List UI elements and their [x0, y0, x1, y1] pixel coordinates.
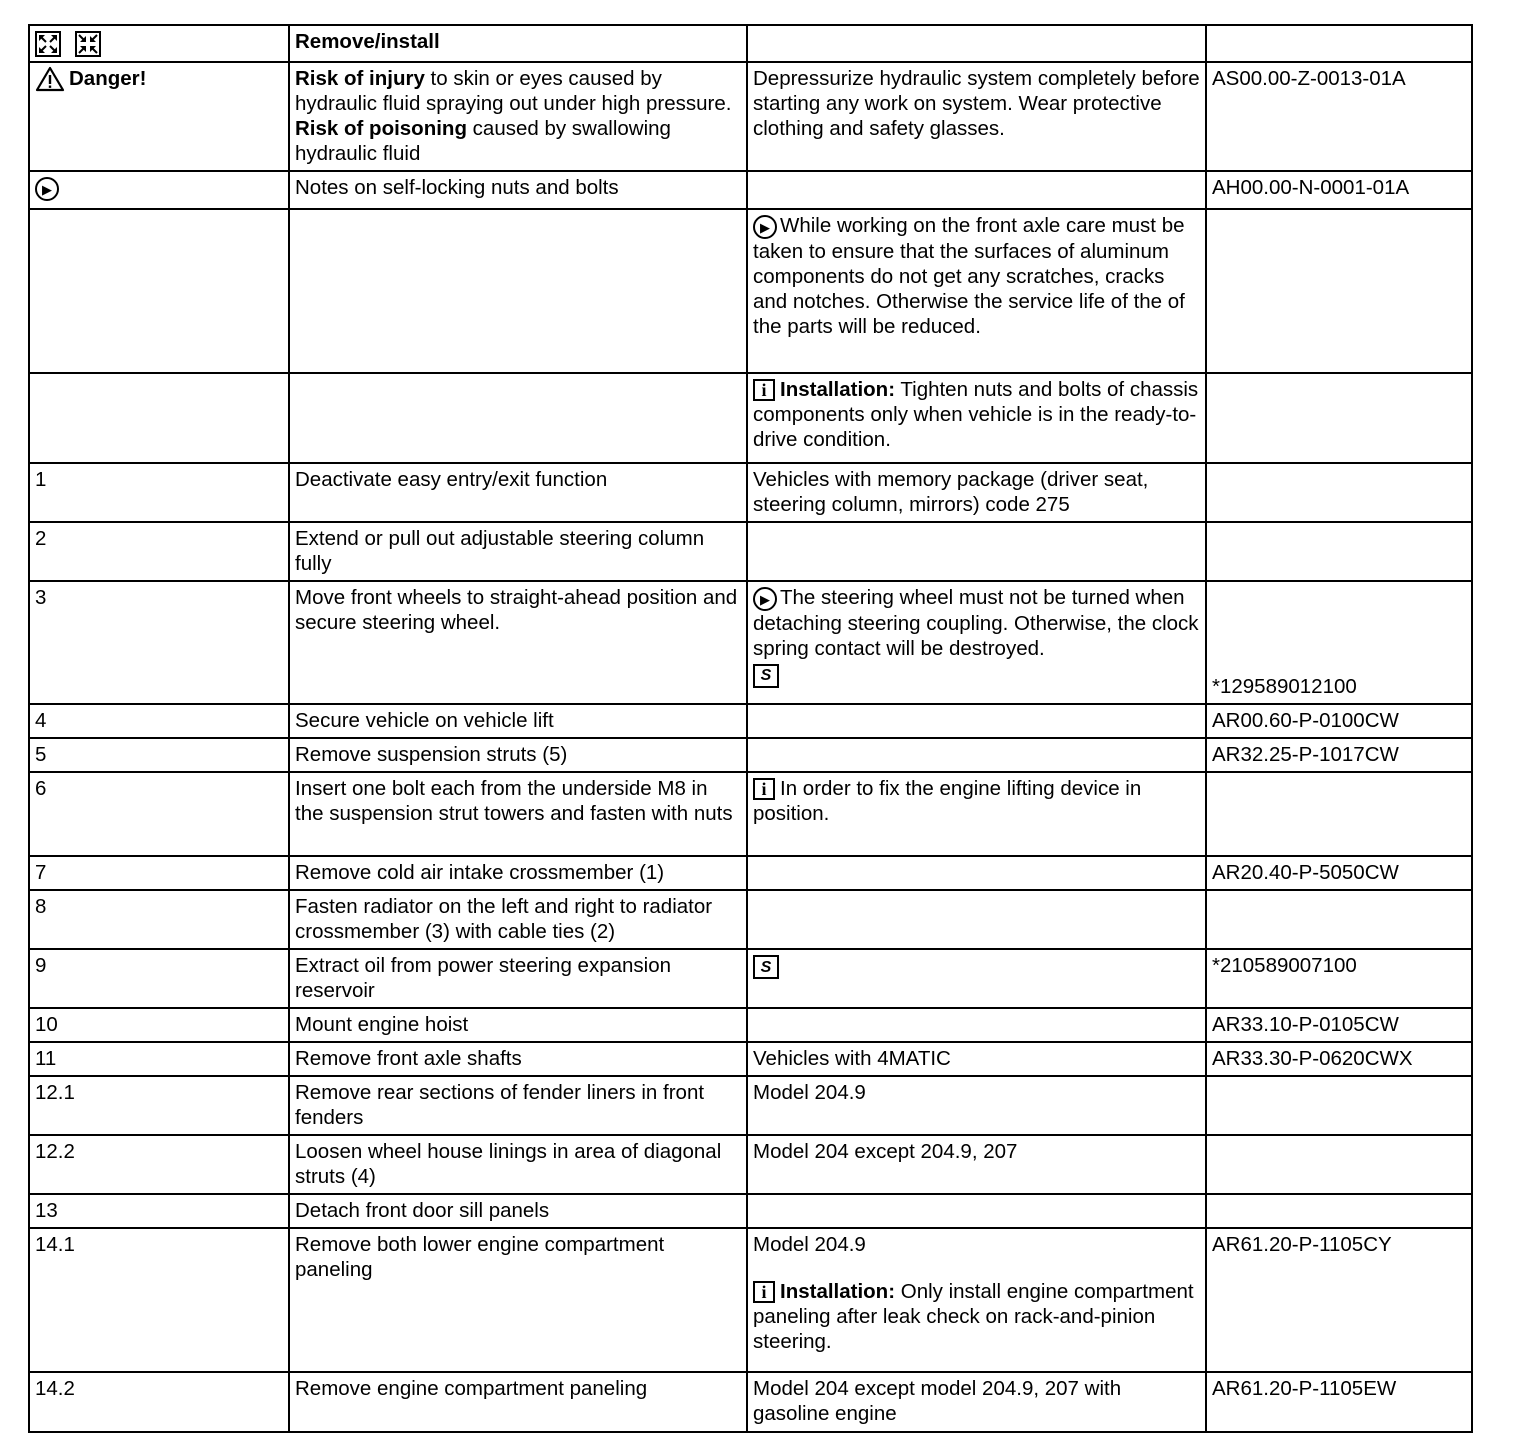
table-row: 12.2 Loosen wheel house linings in area of diagonal struts (4) Model 204 except 204.9, 207	[29, 1135, 1472, 1194]
table-row: 5 Remove suspension struts (5) AR32.25-P-1017CW	[29, 738, 1472, 772]
danger-row	[29, 62, 1472, 171]
table-row: 11 Remove front axle shafts Vehicles with 4MATIC AR33.30-P-0620CWX	[29, 1042, 1472, 1076]
table-row: 7 Remove cold air intake crossmember (1) AR20.40-P-5050CW	[29, 856, 1472, 890]
table-row: 13 Detach front door sill panels	[29, 1194, 1472, 1228]
table-row: 1 Deactivate easy entry/exit function Vehicles with memory package (driver seat, steering column, mirrors) code 275	[29, 463, 1472, 522]
table-row: 14.2 Remove engine compartment paneling Model 204 except model 204.9, 207 with gasoline engine AR61.20-P-1105EW	[29, 1372, 1472, 1432]
table-row: 2 Extend or pull out adjustable steering column fully	[29, 522, 1472, 581]
notes-ref[interactable]: AH00.00-N-0001-01A	[1206, 171, 1472, 209]
notes-text: Notes on self-locking nuts and bolts	[289, 171, 747, 209]
procedure-table	[28, 24, 1473, 1433]
collapse-icon[interactable]	[75, 31, 101, 57]
table-row: 8 Fasten radiator on the left and right to radiator crossmember (3) with cable ties (2)	[29, 890, 1472, 949]
header-icons-cell	[29, 25, 289, 62]
tool-ref[interactable]: *129589012100	[1212, 674, 1357, 698]
table-row: 10 Mount engine hoist AR33.10-P-0105CW	[29, 1008, 1472, 1042]
table-row: 9 Extract oil from power steering expansion reservoir S *210589007100	[29, 949, 1472, 1008]
table-row: 6 Insert one bolt each from the underside M8 in the suspension strut towers and fasten with nuts i In order to fix the engine lifting device in position.	[29, 772, 1472, 856]
danger-ref[interactable]: AS00.00-Z-0013-01A	[1206, 62, 1472, 171]
table-row: 4 Secure vehicle on vehicle lift AR00.60-P-0100CW	[29, 704, 1472, 738]
note-circle-icon: ▶	[753, 587, 777, 611]
expand-icon[interactable]	[35, 31, 61, 57]
warning-triangle-icon	[35, 66, 65, 92]
info-i-icon: i	[753, 379, 775, 401]
header-row	[29, 25, 1472, 62]
notes-row	[29, 171, 1472, 209]
danger-description: Risk of injury to skin or eyes caused by hydraulic fluid spraying out under high pressure. Risk of poisoning caused by swallowing hydraulic fluid	[289, 62, 747, 171]
special-tool-icon[interactable]: S	[753, 955, 779, 979]
danger-label: Danger!	[69, 66, 147, 90]
table-row: 14.1 Remove both lower engine compartment paneling Model 204.9 i Installation: Only install engine compartment paneling after leak check on rack-and-pinion steering. AR61.20-P-1105CY	[29, 1228, 1472, 1372]
info-i-icon: i	[753, 1281, 775, 1303]
special-tool-icon[interactable]: S	[753, 664, 779, 688]
note-circle-icon: ▶	[35, 177, 59, 201]
install-note-row: i Installation: Tighten nuts and bolts of chassis components only when vehicle is in the ready-to-drive condition.	[29, 373, 1472, 463]
table-row: 12.1 Remove rear sections of fender liners in front fenders Model 204.9	[29, 1076, 1472, 1135]
aluminum-note: While working on the front axle care must be taken to ensure that the surfaces of aluminum components do not get any scratches, cracks and notches. Otherwise the service life of the of the parts will be reduced.	[753, 213, 1185, 339]
header-title: Remove/install	[289, 25, 747, 62]
danger-measure: Depressurize hydraulic system completely before starting any work on system. Wear protective clothing and safety glasses.	[747, 62, 1206, 171]
aluminum-note-row	[29, 209, 1472, 373]
table-row: 3 Move front wheels to straight-ahead position and secure steering wheel. ▶ The steering wheel must not be turned when detaching steering coupling. Otherwise, the clock spring contact will be destroyed. S *129589012100	[29, 581, 1472, 704]
danger-label-cell	[29, 62, 289, 171]
note-circle-icon: ▶	[753, 215, 777, 239]
info-i-icon: i	[753, 778, 775, 800]
